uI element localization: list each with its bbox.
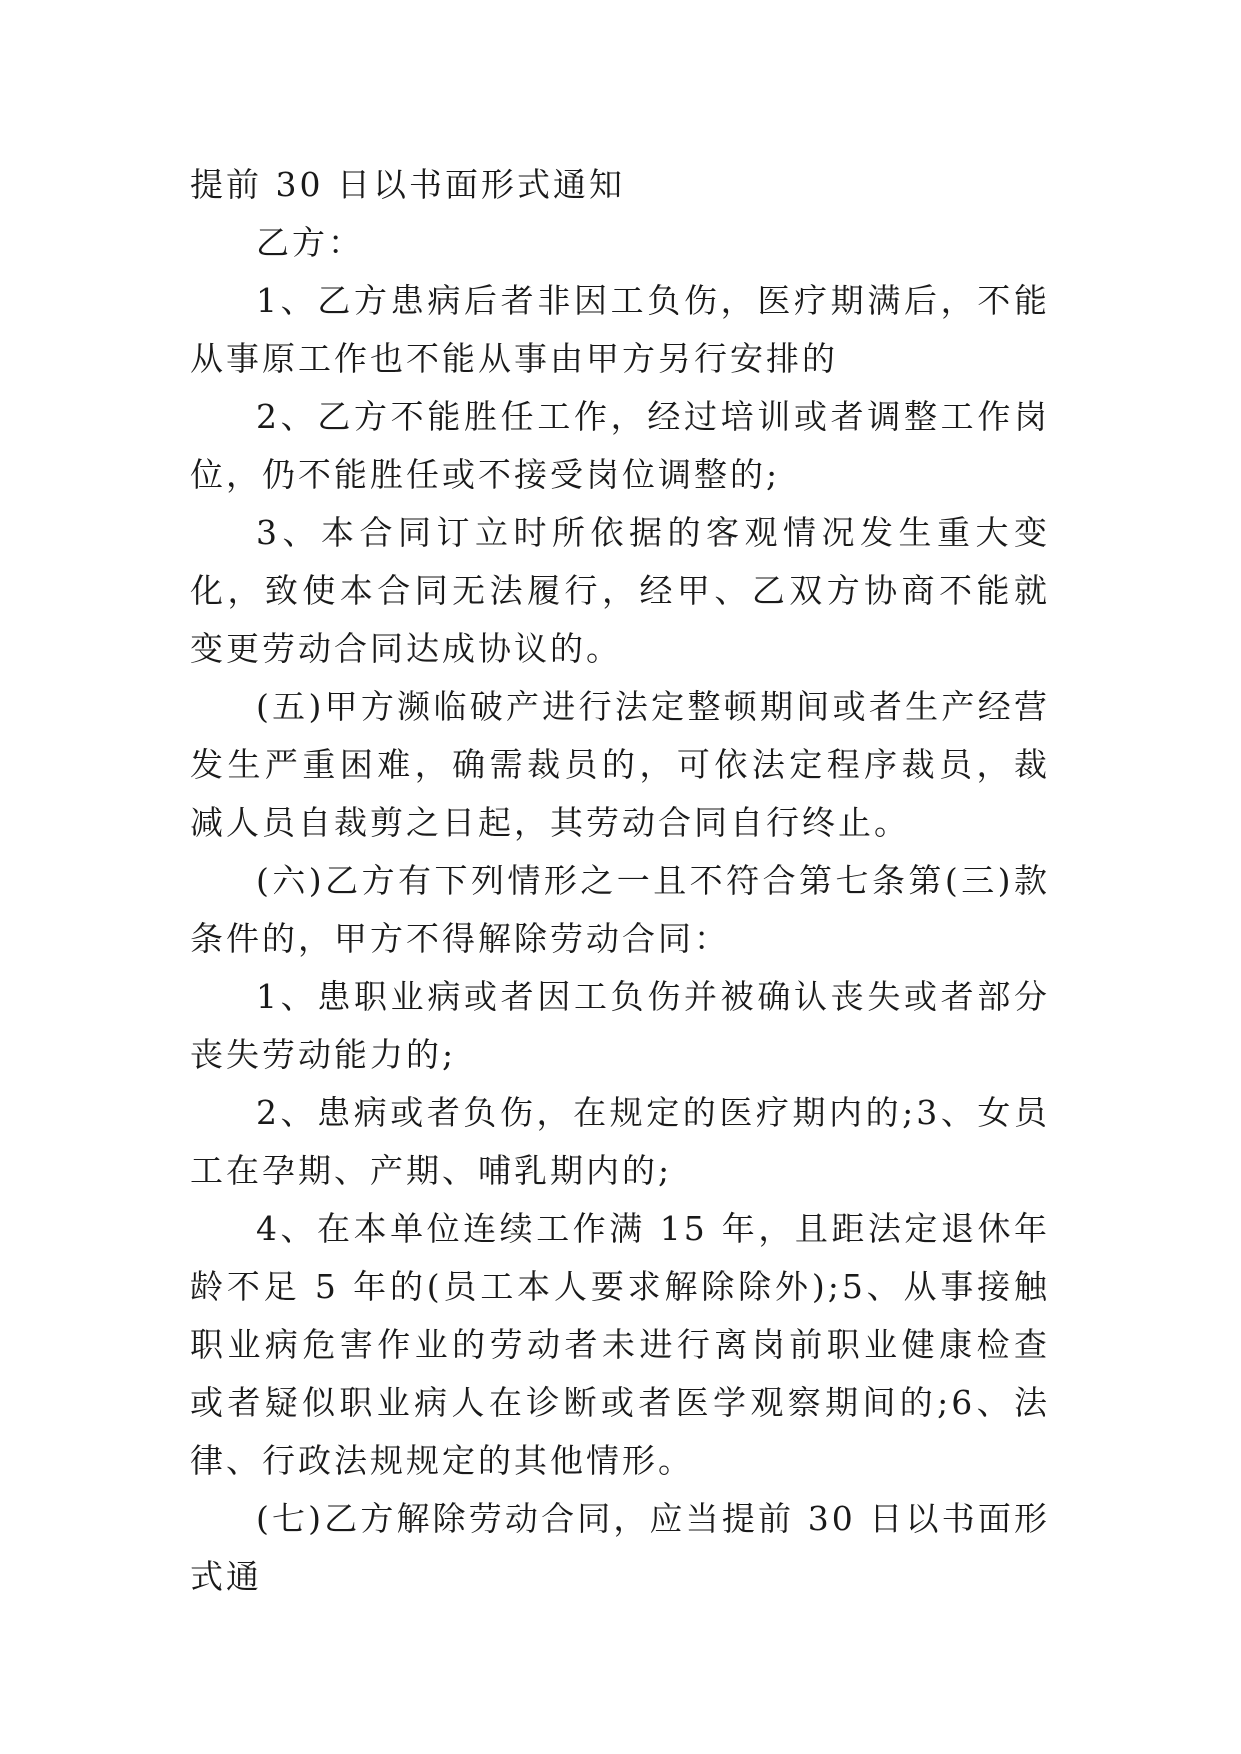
paragraph-item-2-incompetent: 2、乙方不能胜任工作，经过培训或者调整工作岗位，仍不能胜任或不接受岗位调整的; <box>190 397 1050 494</box>
paragraph-item-1-illness: 1、乙方患病后者非因工负伤，医疗期满后，不能从事原工作也不能从事由甲方另行安排的 <box>190 281 1050 378</box>
paragraph-party-b-heading: 乙方： <box>256 223 364 262</box>
paragraph-clause-7-resignation: (七)乙方解除劳动合同，应当提前 30 日以书面形式通 <box>190 1499 1050 1596</box>
paragraph-continuation: 提前 30 日以书面形式通知 <box>190 165 625 204</box>
paragraph-protection-2-3-medical-pregnancy: 2、患病或者负伤，在规定的医疗期内的;3、女员工在孕期、产期、哺乳期内的; <box>190 1093 1050 1190</box>
paragraph-item-3-circumstances: 3、本合同订立时所依据的客观情况发生重大变化，致使本合同无法履行，经甲、乙双方协商不能就变更劳动合同达成协议的。 <box>190 513 1050 668</box>
paragraph-protection-1-occupational: 1、患职业病或者因工负伤并被确认丧失或者部分丧失劳动能力的; <box>190 977 1050 1074</box>
paragraph-clause-6-protections: (六)乙方有下列情形之一且不符合第七条第(三)款条件的，甲方不得解除劳动合同： <box>190 861 1050 958</box>
document-body <box>190 156 1050 1606</box>
paragraph-clause-5-layoff: (五)甲方濒临破产进行法定整顿期间或者生产经营发生严重困难，确需裁员的，可依法定程序裁员，裁减人员自裁剪之日起，其劳动合同自行终止。 <box>190 687 1050 842</box>
paragraph-protection-4-5-6-tenure: 4、在本单位连续工作满 15 年，且距法定退休年龄不足 5 年的(员工本人要求解除除外);5、从事接触职业病危害作业的劳动者未进行离岗前职业健康检查或者疑似职业病人在诊断或者医学观察期间的;6、法律、行政法规规定的其他情形。 <box>190 1209 1050 1480</box>
